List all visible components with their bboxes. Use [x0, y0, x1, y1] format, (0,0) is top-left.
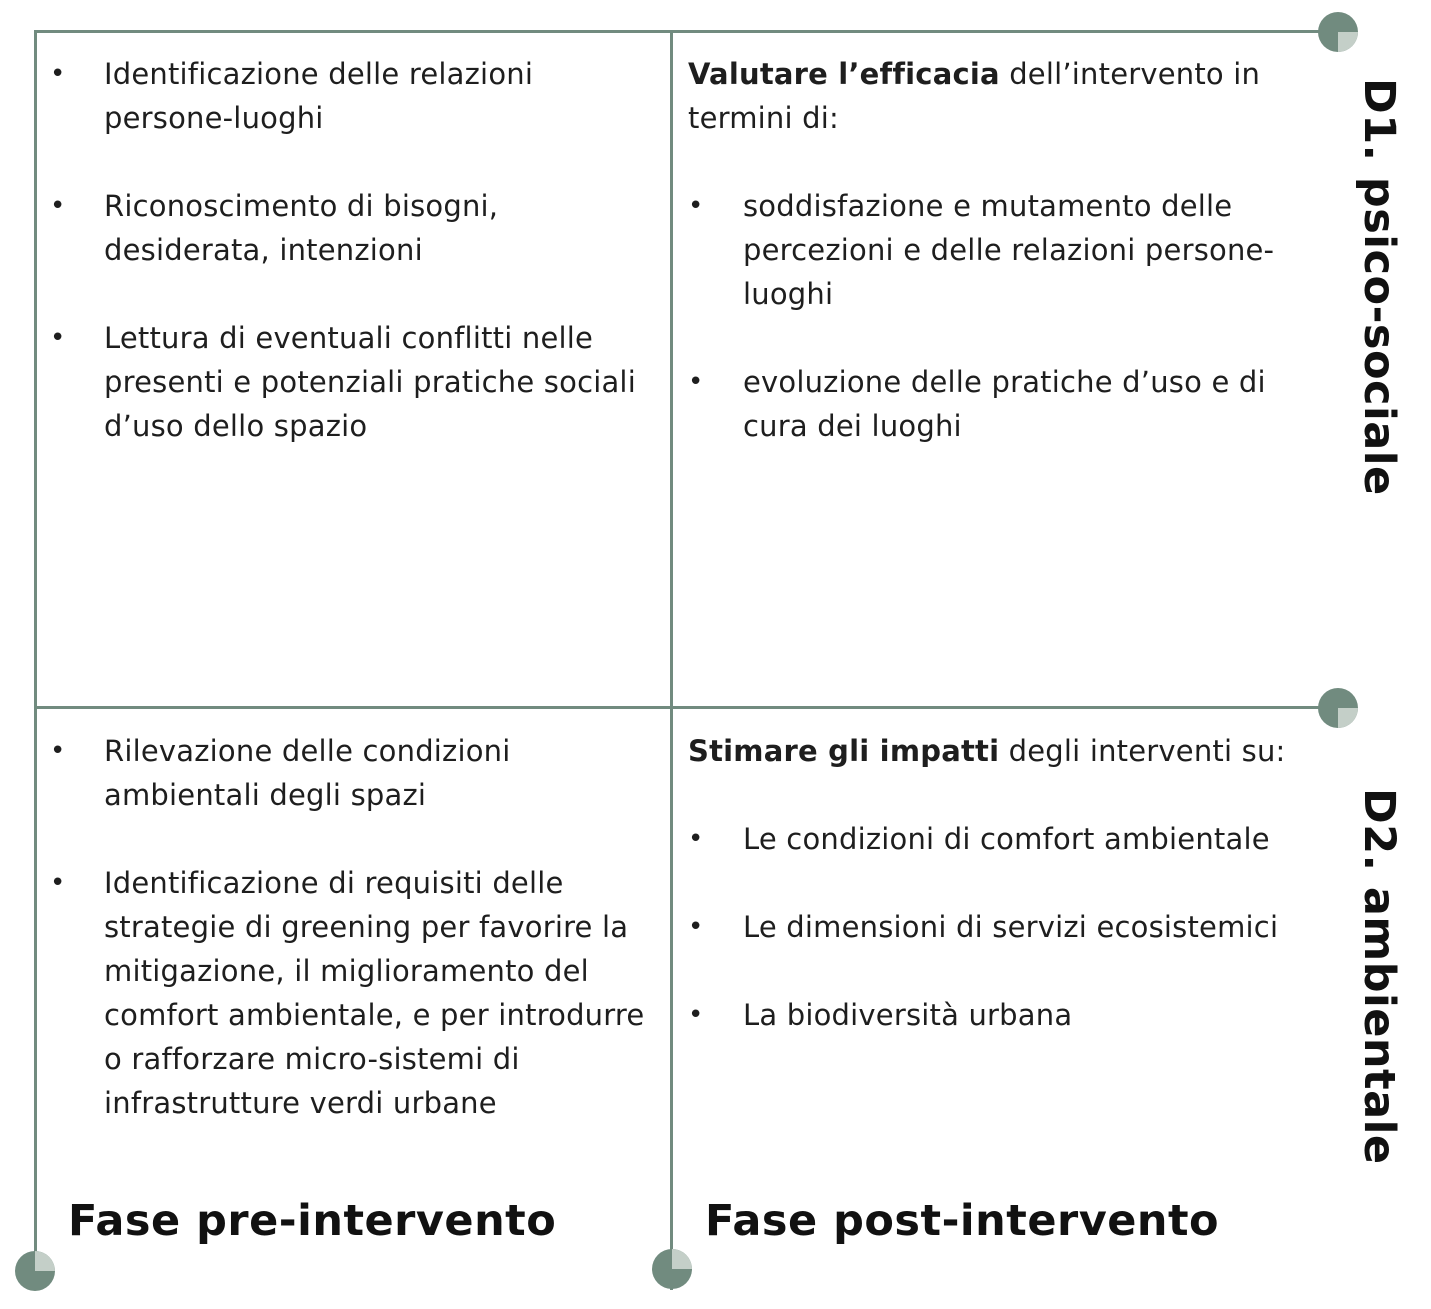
quadrant-post-environmental	[688, 729, 1318, 1081]
dimension-label-environmental: D2. ambientale	[1354, 788, 1404, 1165]
list-item: • soddisfazione e mutamento delle percezioni e delle relazioni persone-luoghi	[688, 184, 1308, 316]
quadrant-pre-psychosocial	[36, 52, 666, 492]
list-item: • Le condizioni di comfort ambientale	[688, 817, 1318, 861]
list-item: • Rilevazione delle condizioni ambientali degli spazi	[36, 729, 666, 817]
post-psychosocial-intro	[688, 52, 1308, 140]
corner-dot-bottom-left	[15, 1251, 55, 1291]
post-psychosocial-list	[688, 184, 1308, 448]
pre-psychosocial-list	[36, 52, 666, 448]
list-item: • Identificazione delle relazioni persone-luoghi	[36, 52, 666, 140]
grid-middle-line	[34, 706, 1339, 709]
grid-top-line	[34, 30, 1339, 33]
intro-text: dell’intervento in termini di:	[688, 57, 1261, 135]
quadrant-post-psychosocial	[688, 52, 1308, 492]
post-environmental-intro	[688, 729, 1318, 773]
corner-dot-middle-right	[1318, 688, 1358, 728]
quadrant-pre-environmental	[36, 729, 666, 1169]
list-item: • Lettura di eventuali conflitti nelle presenti e potenziali pratiche sociali d’uso dello spazio	[36, 316, 666, 448]
list-item: • evoluzione delle pratiche d’uso e di cura dei luoghi	[688, 360, 1308, 448]
list-item: • Le dimensioni di servizi ecosistemici	[688, 905, 1318, 949]
dimension-label-psychosocial: D1. psico-sociale	[1354, 78, 1404, 496]
list-item: • Riconoscimento di bisogni, desiderata, intenzioni	[36, 184, 666, 272]
list-item: • Identificazione di requisiti delle strategie di greening per favorire la mitigazione, il miglioramento del comfort ambientale, e per introdurre o rafforzare micro-sistemi di infrastrutture verdi urbane	[36, 861, 666, 1125]
grid-center-line	[670, 30, 673, 1290]
corner-dot-top-right	[1318, 12, 1358, 52]
intro-bold-text: Stimare gli impatti	[688, 734, 1000, 768]
intro-text: degli interventi su:	[999, 734, 1286, 768]
phase-label-post: Fase post-intervento	[705, 1196, 1220, 1246]
corner-dot-bottom-center	[652, 1249, 692, 1289]
pre-environmental-list	[36, 729, 666, 1125]
intro-bold-text: Valutare l’efficacia	[688, 57, 1000, 91]
post-environmental-list	[688, 817, 1318, 1037]
list-item: • La biodiversità urbana	[688, 993, 1318, 1037]
phase-label-pre: Fase pre-intervento	[68, 1196, 557, 1246]
